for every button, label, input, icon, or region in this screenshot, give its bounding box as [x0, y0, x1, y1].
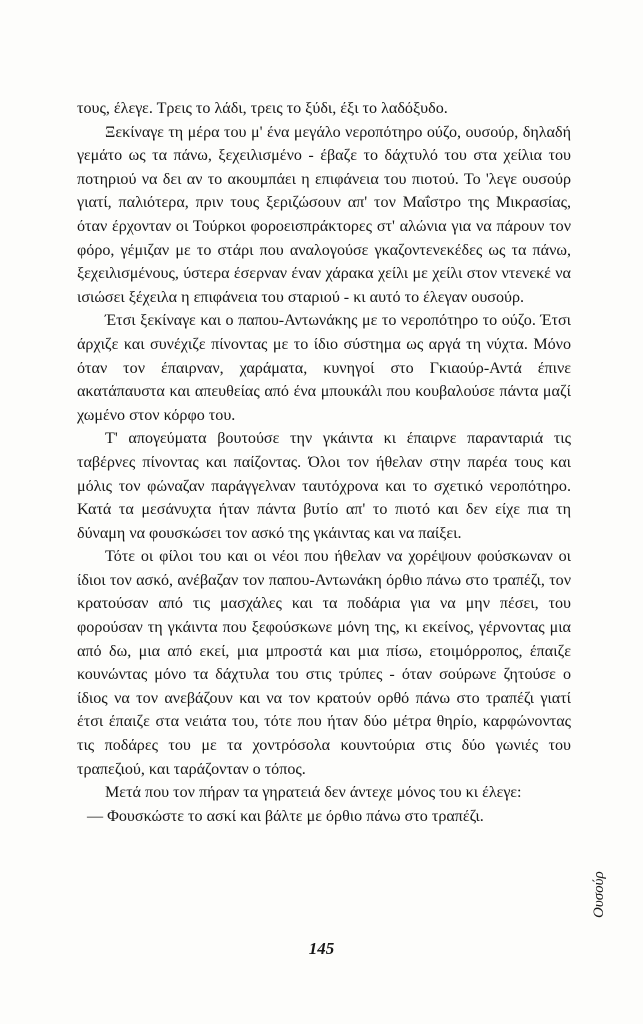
running-head — [585, 840, 615, 920]
body-text — [77, 97, 571, 828]
paragraph: Ξεκίναγε τη μέρα του μ' ένα μεγάλο νεροπότηρο ούζο, ουσούρ, δηλαδή γεμάτο ως τα πάνω, ξεχειλισμένο - έβαζε το δάχτυλό του στα χείλια του ποτηριού να δει αν το ακουμπάει η επιφάνεια του πιοτού. Το 'λεγε ουσούρ γιατί, παλιότερα, πριν τους ξεριζώσουν απ' τον Μαΐστρο της Μικρασίας, όταν έρχονταν οι Τούρκοι φοροεισπράκτορες στ' αλώνια για να πάρουν τον φόρο, γέμιζαν με το στάρι που αναλογούσε γκαζοντενεκέδες ως τα πάνω, ξεχειλισμένους, ύστερα έσερναν έναν χάρακα χείλι με χείλι στον ντενεκέ να ισιώσει ξέχειλα η επιφάνεια του σταριού - κι αυτό το έλεγαν ουσούρ. — [77, 123, 571, 306]
paragraph: Τότε οι φίλοι του και οι νέοι που ήθελαν να χορέψουν φούσκωναν οι ίδιοι τον ασκό, ανέβαζαν τον παπου-Αντωνάκη όρθιο πάνω στο τραπέζι, τον κρατούσαν από τις μασχάλες και τα ποδάρια για να μην πέσει, του φορούσαν τη γκάιντα που ξεφούσκωνε μόνη της, κι εκείνος, γέρνοντας μια από δω, μια από εκεί, μια μπροστά και μια πίσω, ετοιμόρροπος, έπαιζε κουνώντας μόνο τα δάχτυλα του στις τρύπες - όταν σούρωνε ζητούσε ο ίδιος να τον ανεβάζουν και να τον κρατούν ορθό πάνω στο τραπέζι γιατί έτσι έπαιζε στα νειάτα του, τότε που ήταν δύο μέτρα θηρίο, καρφώνοντας τις ποδάρες του με τα χοντρόσολα κουντούρια στις δύο γωνιές του τραπεζιού, και ταράζονταν ο τόπος. — [77, 548, 571, 778]
page-number: 145 — [308, 939, 335, 958]
paragraph: Έτσι ξεκίναγε και ο παπου-Αντωνάκης με το νεροπότηρο το ούζο. Έτσι άρχιζε και συνέχιζε πίνοντας με το ίδιο σύστημα ως αργά τη νύχτα. Μόνο όταν τον έπαιρναν, χαράματα, κυνηγοί στο Γκιαούρ-Αντά έπινε ακατάπαυστα και απευθείας από ένα μπουκάλι που κουβαλούσε πάντα μαζί χωμένο στον κόρφο του. — [77, 312, 571, 424]
paragraph: Μετά που τον πήραν τα γηρατειά δεν άντεχε μόνος του κι έλεγε: — [105, 784, 522, 802]
paragraph: τους, έλεγε. Τρεις το λάδι, τρεις το ξύδι, έξι το λαδόξυδο. — [77, 100, 448, 117]
running-head-text: Ουσούρ — [591, 871, 607, 918]
dialogue-line: — Φουσκώστε το ασκί και βάλτε με όρθιο πάνω στο τραπέζι. — [87, 807, 484, 825]
paragraph: Τ' απογεύματα βουτούσε την γκάιντα κι έπαιρνε παρανταριά τις ταβέρνες πίνοντας και παίζοντας. Όλοι τον ήθελαν στην παρέα τους και μόλις τον φώναζαν παράγγελναν ταυτόχρονα και το σχετικό νεροπότηρο. Κατά τα μεσάνυχτα ήταν πάντα βυτίο απ' το πιοτό και δεν είχε πια τη δύναμη να φουσκώσει τον ασκό της γκάιντας και να παίξει. — [77, 430, 571, 542]
